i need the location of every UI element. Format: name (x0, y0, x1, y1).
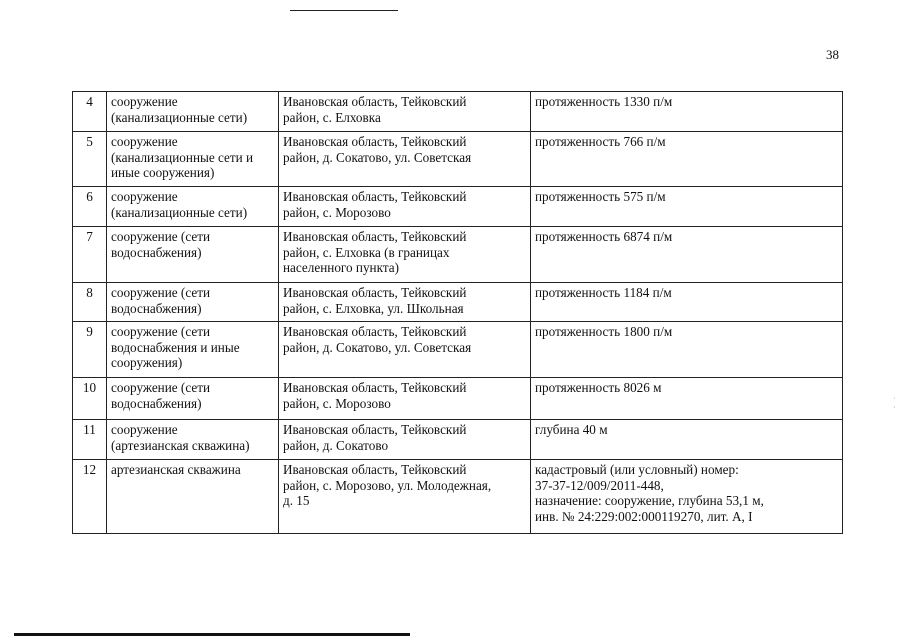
object-address: Ивановская область, Тейковский район, с. Елховка (279, 92, 531, 132)
table-row (73, 378, 843, 420)
object-characteristic: глубина 40 м (531, 420, 843, 460)
row-number: 12 (73, 460, 107, 534)
object-name: сооружение (канализационные сети и иные сооружения) (107, 132, 279, 187)
object-characteristic: протяженность 8026 м (531, 378, 843, 420)
object-characteristic: протяженность 766 п/м (531, 132, 843, 187)
table-row (73, 322, 843, 378)
object-name: сооружение (сети водоснабжения и иные сооружения) (107, 322, 279, 378)
object-address: Ивановская область, Тейковский район, с. Морозово (279, 378, 531, 420)
object-name: сооружение (сети водоснабжения) (107, 283, 279, 322)
object-address: Ивановская область, Тейковский район, д. Сокатово, ул. Советская (279, 322, 531, 378)
object-name: сооружение (канализационные сети) (107, 187, 279, 227)
object-characteristic: протяженность 575 п/м (531, 187, 843, 227)
table-row (73, 283, 843, 322)
table-row (73, 460, 843, 534)
property-table (72, 91, 843, 534)
row-number: 11 (73, 420, 107, 460)
row-number: 10 (73, 378, 107, 420)
header-rule (290, 10, 398, 11)
object-characteristic: протяженность 1800 п/м (531, 322, 843, 378)
object-characteristic: кадастровый (или условный) номер: 37-37-12/009/2011-448, назначение: сооружение, глубина 53,1 м, инв. № 24:229:002:000119270, лит. А, I (531, 460, 843, 534)
object-name: сооружение (сети водоснабжения) (107, 378, 279, 420)
row-number: 9 (73, 322, 107, 378)
object-address: Ивановская область, Тейковский район, с. Елховка, ул. Школьная (279, 283, 531, 322)
table-row (73, 227, 843, 283)
table-row (73, 187, 843, 227)
object-characteristic: протяженность 1330 п/м (531, 92, 843, 132)
object-name: сооружение (канализационные сети) (107, 92, 279, 132)
property-table-body (73, 92, 843, 534)
object-address: Ивановская область, Тейковский район, д. Сокатово, ул. Советская (279, 132, 531, 187)
object-characteristic: протяженность 6874 п/м (531, 227, 843, 283)
object-address: Ивановская область, Тейковский район, д. Сокатово (279, 420, 531, 460)
table-row (73, 420, 843, 460)
row-number: 4 (73, 92, 107, 132)
table-row (73, 92, 843, 132)
row-number: 7 (73, 227, 107, 283)
row-number: 5 (73, 132, 107, 187)
scan-mark: · · (893, 394, 896, 412)
object-name: сооружение (сети водоснабжения) (107, 227, 279, 283)
object-address: Ивановская область, Тейковский район, с. Морозово (279, 187, 531, 227)
object-characteristic: протяженность 1184 п/м (531, 283, 843, 322)
row-number: 8 (73, 283, 107, 322)
object-name: сооружение (артезианская скважина) (107, 420, 279, 460)
page-number: 38 (826, 47, 839, 62)
object-address: Ивановская область, Тейковский район, с. Морозово, ул. Молодежная, д. 15 (279, 460, 531, 534)
footer-rule (14, 633, 410, 636)
table-row (73, 132, 843, 187)
object-name: артезианская скважина (107, 460, 279, 534)
row-number: 6 (73, 187, 107, 227)
object-address: Ивановская область, Тейковский район, с. Елховка (в границах населенного пункта) (279, 227, 531, 283)
